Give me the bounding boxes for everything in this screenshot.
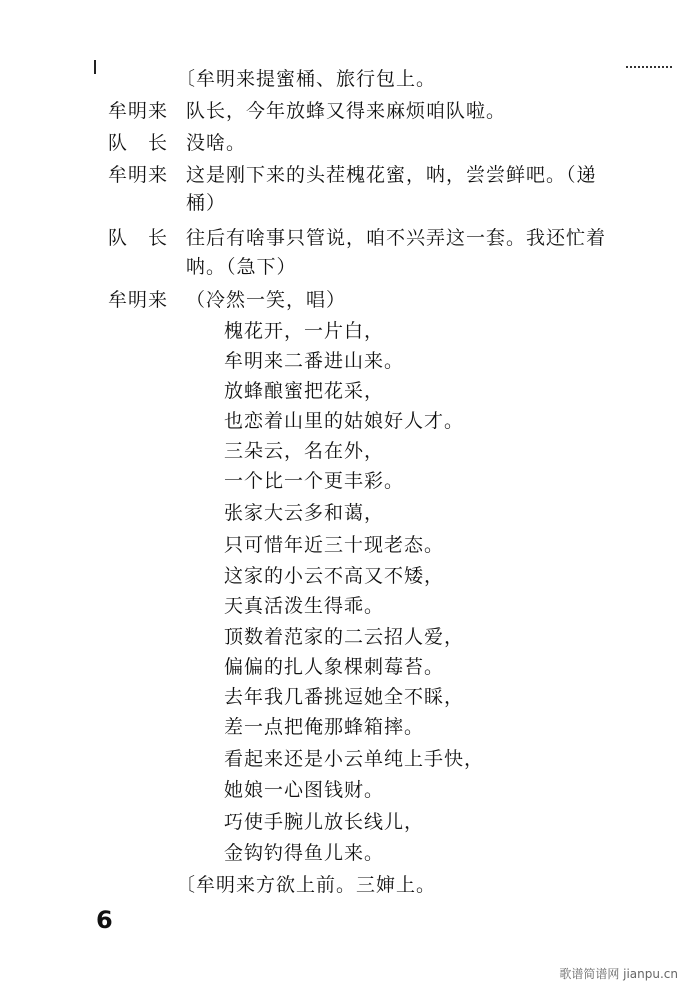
verse-line: 张家大云多和蔼， [224, 502, 385, 524]
dialog-text: 没啥。 [186, 132, 247, 154]
verse-line: 巧使手腕儿放长线儿， [224, 811, 425, 833]
verse-line: 只可惜年近三十现老态。 [224, 534, 445, 556]
verse-line: 三朵云，名在外， [224, 440, 385, 462]
verse-line: 金钩钓得鱼儿来。 [224, 842, 385, 864]
dialog-continuation: 桶） [186, 192, 227, 214]
stage-direction: 〔牟明来方欲上前。三婶上。 [176, 874, 437, 896]
verse-line: 这家的小云不高又不矮， [224, 565, 445, 587]
dialog-text: 往后有啥事只管说，咱不兴弄这一套。我还忙着 [186, 227, 607, 249]
margin-mark [94, 60, 96, 74]
verse-line: 牟明来二番进山来。 [224, 350, 405, 372]
verse-line: 差一点把俺那蜂箱摔。 [224, 716, 425, 738]
verse-line: 偏偏的扎人象棵刺莓苔。 [224, 656, 445, 678]
speaker-label: 牟明来 [108, 100, 169, 122]
verse-line: 放蜂酿蜜把花采， [224, 380, 385, 402]
verse-line: 顶数着范家的二云招人爱， [224, 626, 465, 648]
dialog-text: 这是刚下来的头茬槐花蜜，呐，尝尝鲜吧。（递 [186, 164, 597, 186]
verse-line: 槐花开，一片白， [224, 320, 385, 342]
corner-rule [626, 66, 672, 68]
verse-line: 也恋着山里的姑娘好人才。 [224, 410, 465, 432]
dialog-text: 队长，今年放蜂又得来麻烦咱队啦。 [186, 100, 507, 122]
verse-line: 看起来还是小云单纯上手快， [224, 748, 485, 770]
stage-direction: 〔牟明来提蜜桶、旅行包上。 [176, 68, 437, 90]
verse-line: 她娘一心图钱财。 [224, 779, 385, 801]
verse-line: 去年我几番挑逗她全不睬， [224, 686, 465, 708]
verse-line: 天真活泼生得乖。 [224, 595, 385, 617]
site-watermark: 歌谱简谱网 jianpu.cn [559, 967, 678, 981]
page-number: 6 [96, 906, 113, 934]
speaker-label: 队 长 [108, 227, 169, 249]
dialog-continuation: 呐。（急下） [186, 256, 297, 278]
speaker-label: 牟明来 [108, 289, 169, 311]
speaker-label: 队 长 [108, 132, 169, 154]
dialog-text: （冷然一笑，唱） [186, 289, 347, 311]
verse-line: 一个比一个更丰彩。 [224, 470, 405, 492]
speaker-label: 牟明来 [108, 164, 169, 186]
